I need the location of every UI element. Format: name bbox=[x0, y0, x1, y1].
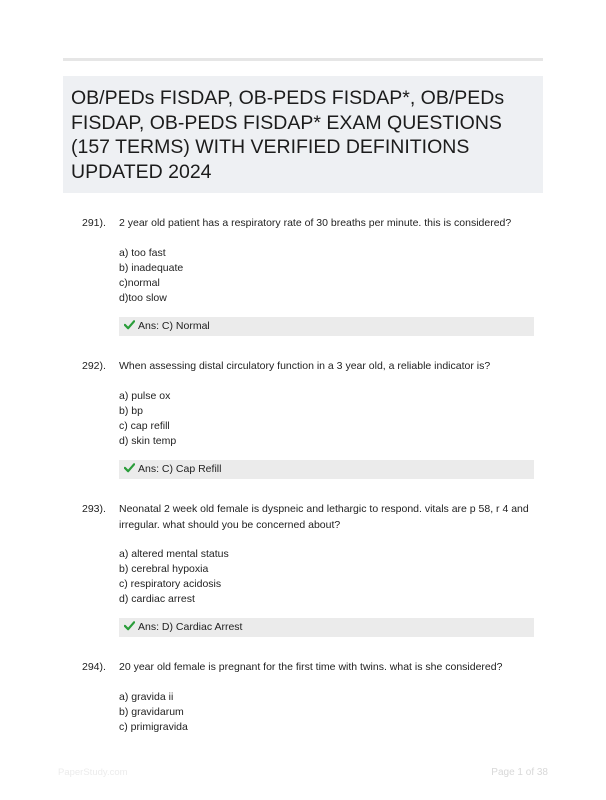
options-list bbox=[119, 246, 183, 306]
question-number: 293). bbox=[82, 503, 106, 515]
question-text: 2 year old patient has a respiratory rate of 30 breaths per minute. this is considered? bbox=[119, 217, 512, 229]
checkmark-icon bbox=[124, 462, 135, 473]
options-list bbox=[119, 547, 229, 607]
question-number: 294). bbox=[82, 661, 106, 673]
checkmark-icon bbox=[124, 319, 135, 330]
option: b) bp bbox=[119, 405, 143, 417]
top-divider bbox=[63, 58, 543, 61]
option: a) too fast bbox=[119, 247, 166, 259]
question-number: 291). bbox=[82, 217, 106, 229]
options-list bbox=[119, 389, 176, 449]
checkmark-icon bbox=[124, 620, 135, 631]
footer-watermark: PaperStudy.com bbox=[58, 767, 128, 778]
option: b) cerebral hypoxia bbox=[119, 563, 209, 575]
question-text: Neonatal 2 week old female is dyspneic and lethargic to respond. vitals are p 58, r 4 and irregular. what should you be concerned about? bbox=[119, 503, 529, 531]
answer-box bbox=[119, 317, 534, 336]
option: c)normal bbox=[119, 277, 160, 289]
option: d)too slow bbox=[119, 292, 167, 304]
option: c) respiratory acidosis bbox=[119, 578, 222, 590]
question-number: 292). bbox=[82, 360, 106, 372]
option: b) inadequate bbox=[119, 262, 184, 274]
options-list bbox=[119, 690, 188, 735]
title-banner bbox=[63, 76, 543, 193]
answer-text: Ans: C) Cap Refill bbox=[138, 463, 222, 475]
answer-box bbox=[119, 460, 534, 479]
page-number: Page 1 of 38 bbox=[491, 767, 548, 778]
question-text: When assessing distal circulatory function in a 3 year old, a reliable indicator is? bbox=[119, 360, 491, 372]
option: d) skin temp bbox=[119, 435, 177, 447]
option: c) cap refill bbox=[119, 420, 170, 432]
question-text: 20 year old female is pregnant for the first time with twins. what is she considered? bbox=[119, 661, 503, 673]
option: a) altered mental status bbox=[119, 548, 229, 560]
option: c) primigravida bbox=[119, 721, 188, 733]
option: b) gravidarum bbox=[119, 706, 184, 718]
option: d) cardiac arrest bbox=[119, 593, 195, 605]
answer-box bbox=[119, 618, 534, 637]
option: a) gravida ii bbox=[119, 691, 174, 703]
option: a) pulse ox bbox=[119, 390, 171, 402]
document-title: OB/PEDs FISDAP, OB-PEDS FISDAP*, OB/PEDs FISDAP, OB-PEDS FISDAP* EXAM QUESTIONS (157 TERMS) WITH VERIFIED DEFINITIONS UPDATED 2024 bbox=[71, 87, 505, 183]
answer-text: Ans: D) Cardiac Arrest bbox=[138, 621, 243, 633]
answer-text: Ans: C) Normal bbox=[138, 320, 210, 332]
